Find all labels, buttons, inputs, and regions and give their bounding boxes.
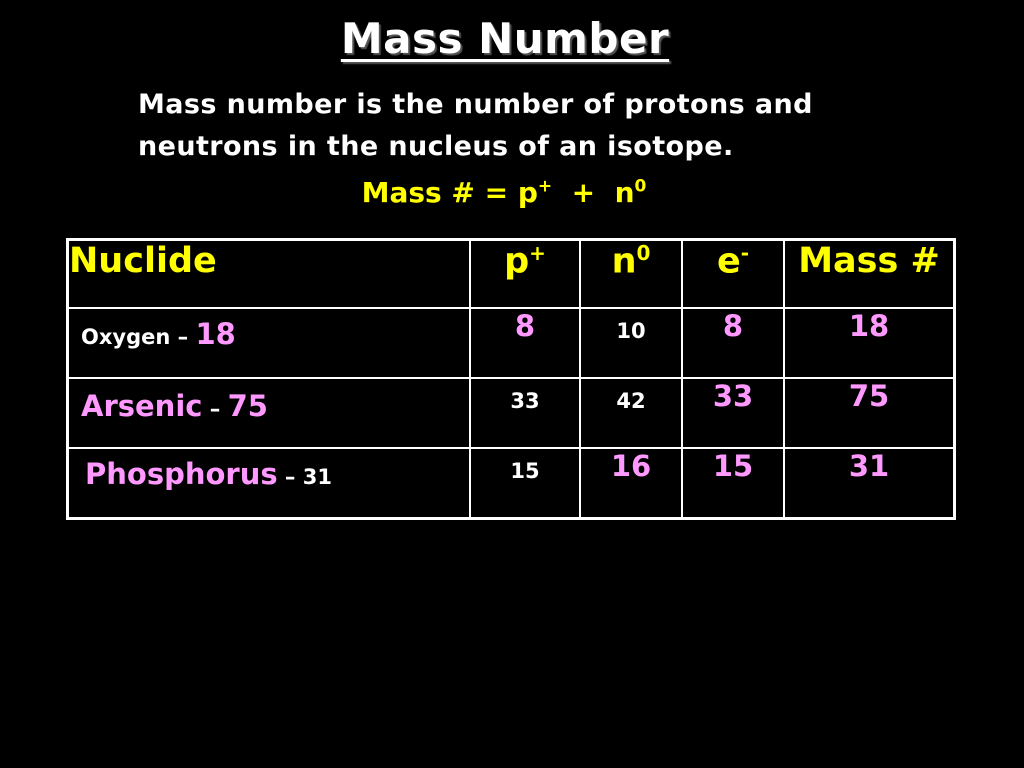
intro-text [138, 84, 898, 168]
header-e-sup: - [740, 241, 750, 265]
formula-plus-n: + n [552, 176, 635, 209]
nuclide-dash: – [170, 325, 196, 349]
mass-number-cell: 31 [784, 448, 955, 519]
mass-number-cell: 18 [784, 308, 955, 378]
nuclide-label [85, 457, 332, 491]
header-neutrons [580, 240, 682, 309]
header-e: e [716, 241, 741, 282]
header-p: p [504, 241, 530, 282]
mass-number-cell: 75 [784, 378, 955, 448]
nuclide-table [66, 238, 956, 520]
protons-cell: 8 [470, 308, 580, 378]
table-header-row [68, 240, 955, 309]
neutrons-cell: 16 [580, 448, 682, 519]
formula-n-sup: 0 [634, 176, 647, 197]
header-n: n [611, 241, 637, 282]
table-row [68, 308, 955, 378]
table-row [68, 448, 955, 519]
nuclide-dash: – [277, 465, 303, 489]
header-protons [470, 240, 580, 309]
nuclide-dash: – [202, 397, 228, 421]
nuclide-name: Phosphorus [85, 457, 278, 491]
nuclide-mass: 75 [227, 389, 268, 423]
mass-number-formula [0, 176, 1008, 209]
protons-cell: 15 [470, 448, 580, 519]
nuclide-cell [68, 448, 471, 519]
intro-line-1: Mass number is the number of protons and [138, 89, 813, 120]
formula-p-sup: + [537, 176, 553, 197]
electrons-cell: 8 [682, 308, 784, 378]
nuclide-name: Arsenic [81, 389, 203, 423]
nuclide-mass: 31 [302, 465, 332, 489]
table-row [68, 378, 955, 448]
nuclide-label [81, 389, 268, 423]
header-mass-number: Mass # [784, 240, 955, 309]
intro-line-2: neutrons in the nucleus of an isotope. [138, 131, 734, 162]
nuclide-cell [68, 378, 471, 448]
header-nuclide: Nuclide [68, 240, 471, 309]
header-n-sup: 0 [636, 241, 651, 265]
formula-lhs: Mass # = p [361, 176, 538, 209]
slide-title: Mass Number [340, 14, 670, 63]
header-p-sup: + [529, 241, 546, 265]
electrons-cell: 15 [682, 448, 784, 519]
neutrons-cell: 42 [580, 378, 682, 448]
header-electrons [682, 240, 784, 309]
nuclide-name: Oxygen [81, 325, 171, 349]
protons-cell: 33 [470, 378, 580, 448]
nuclide-cell [68, 308, 471, 378]
electrons-cell: 33 [682, 378, 784, 448]
neutrons-cell: 10 [580, 308, 682, 378]
nuclide-mass: 18 [195, 317, 236, 351]
nuclide-label [81, 317, 236, 351]
